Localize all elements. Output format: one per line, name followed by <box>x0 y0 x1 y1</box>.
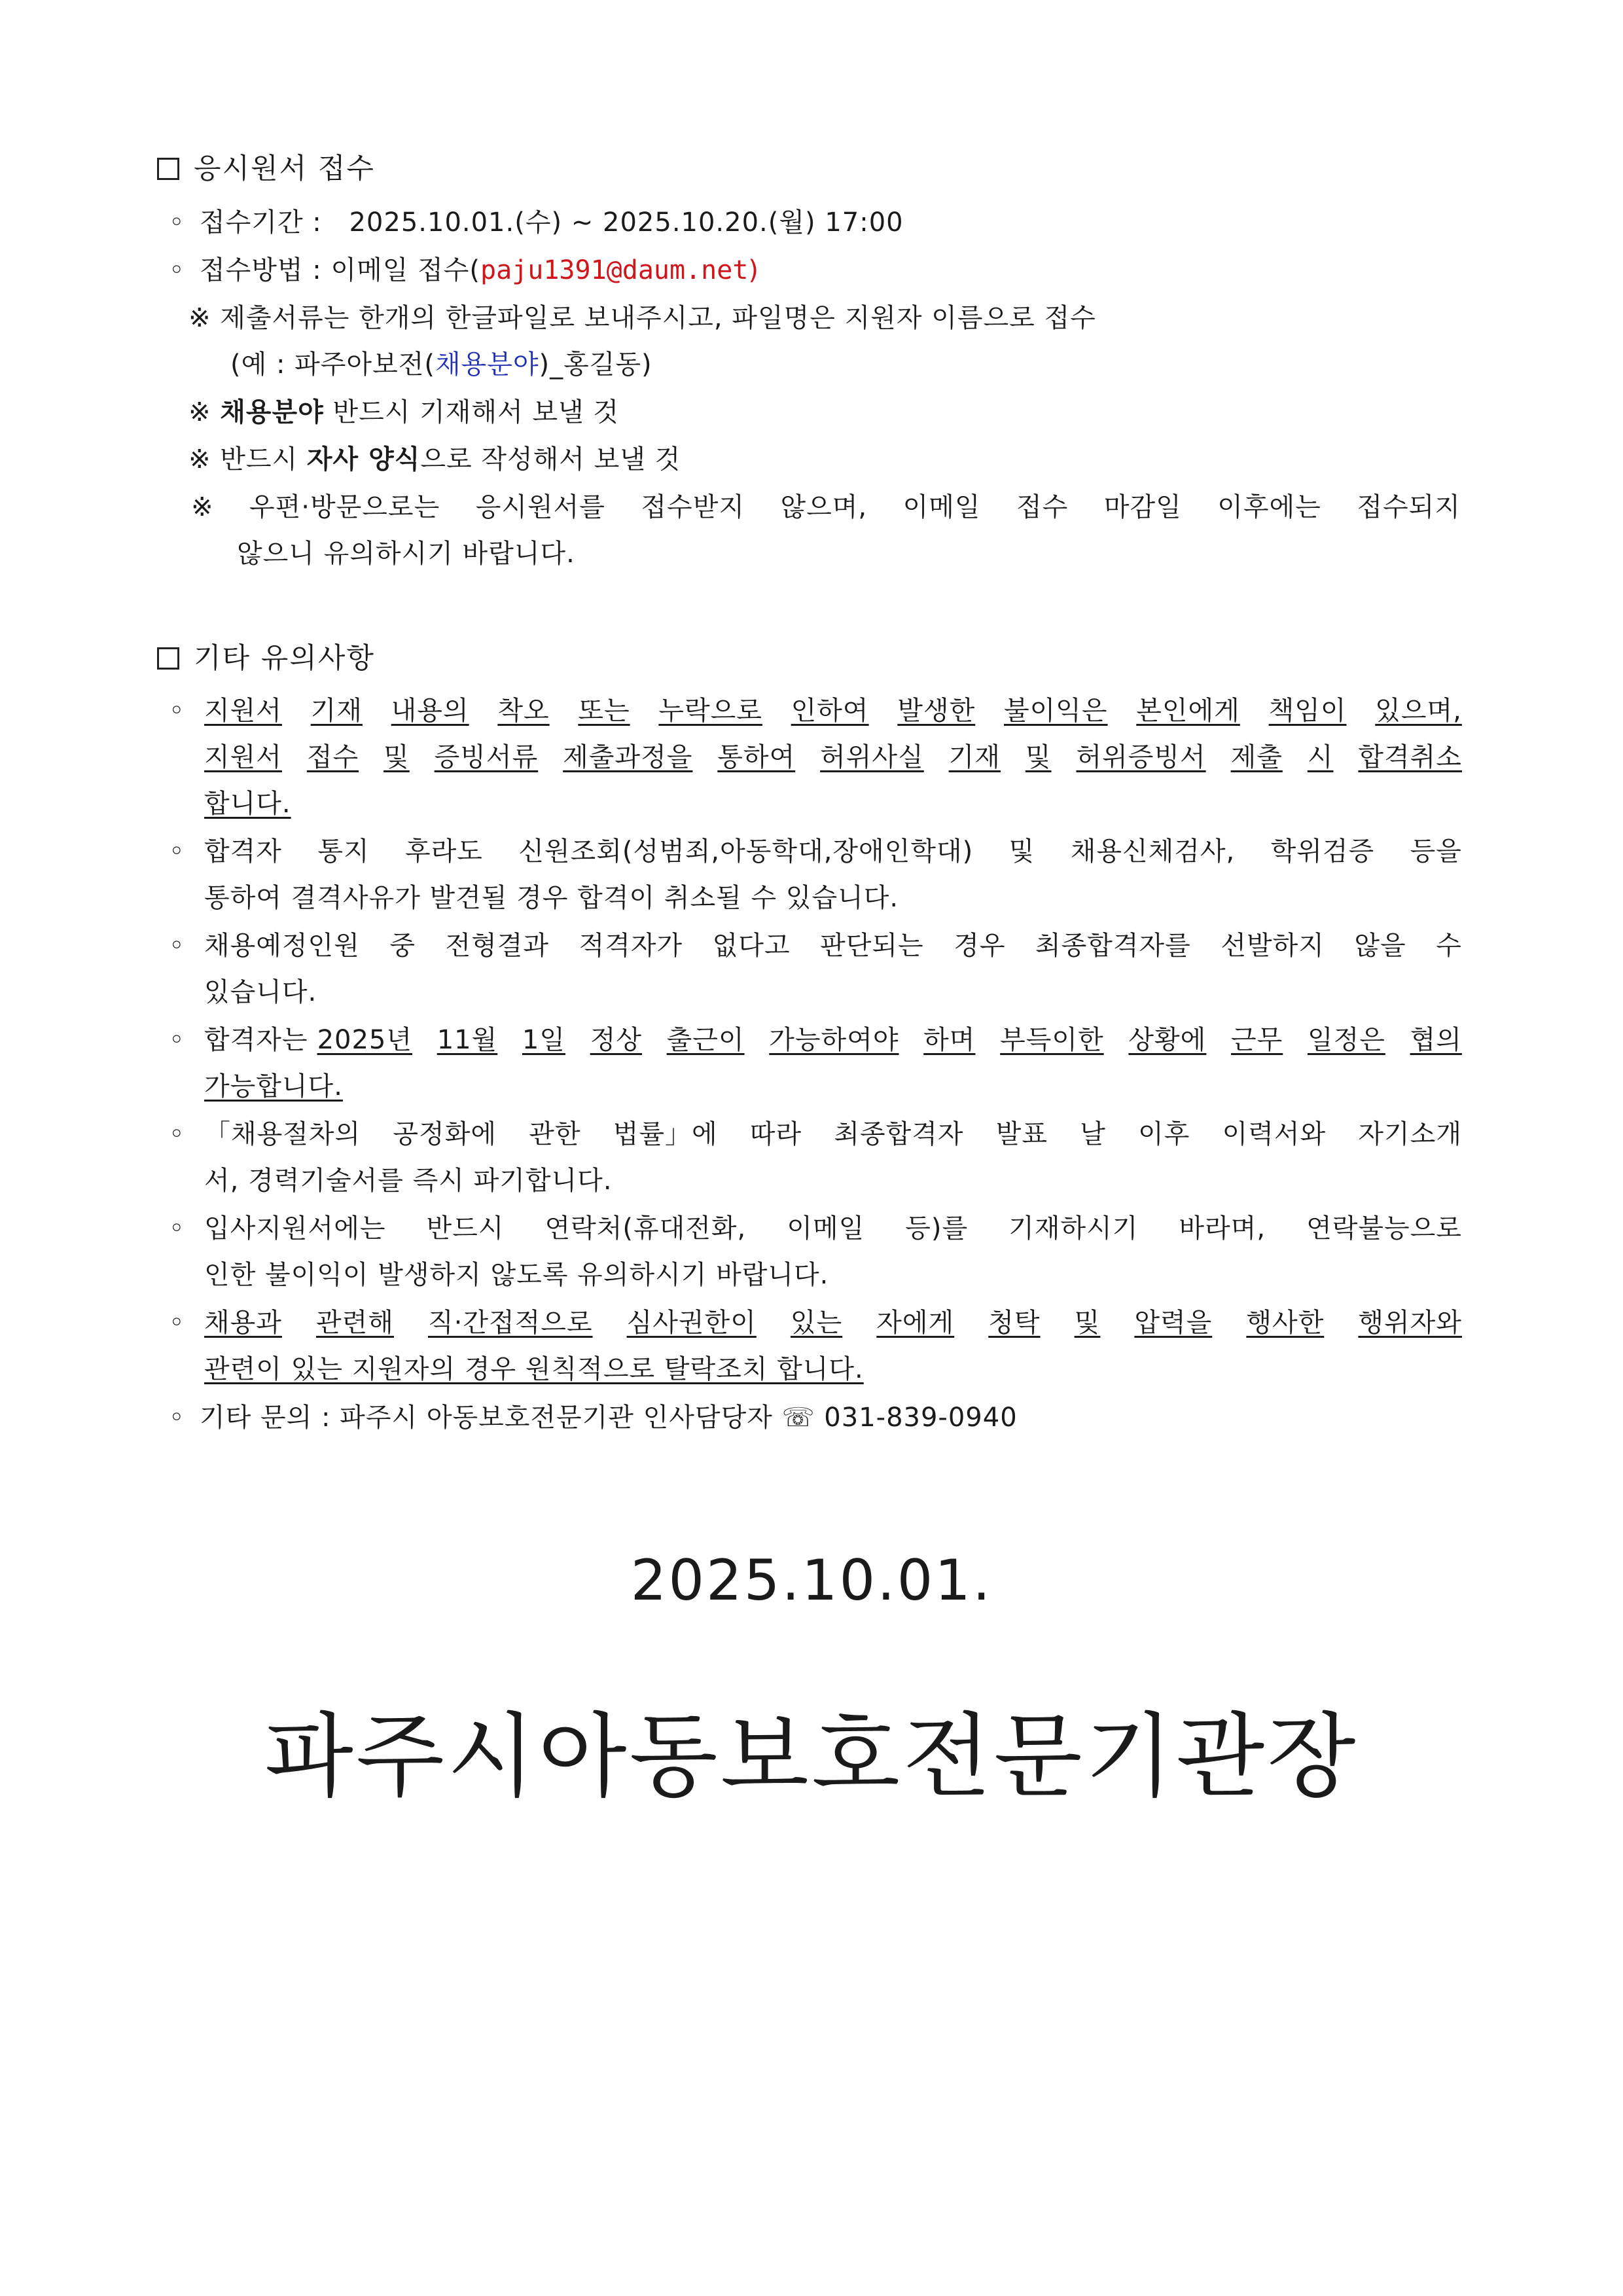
note-item-5-line1: 「채용절차의 공정화에 관한 법률」에 따라 최종합격자 발표 날 이후 이력서와 자기소개 <box>204 1119 1462 1149</box>
note-item-4-prefix: 합격자는 <box>204 1025 308 1055</box>
note-item-6-line1: 입사지원서에는 반드시 연락처(휴대전화, 이메일 등)를 기재하시기 바라며, 연락불능으로 <box>204 1213 1462 1244</box>
bullet-icon: ◦ <box>169 1213 185 1244</box>
period-value: 2025.10.01.(수) ~ 2025.10.20.(월) 17:00 <box>349 207 904 238</box>
bullet-icon: ◦ <box>169 836 185 867</box>
application-method <box>200 253 759 287</box>
note-text: 반드시 기재해서 보낼 것 <box>323 397 620 427</box>
example-field: 채용분야 <box>435 350 539 380</box>
method-close: ) <box>748 255 760 285</box>
email-link[interactable]: paju1391@daum.net <box>480 255 749 285</box>
section-heading-application <box>157 152 375 186</box>
checkbox-square-icon <box>157 158 179 180</box>
bullet-icon: ◦ <box>169 1308 185 1338</box>
note-mark: ※ <box>188 397 221 427</box>
note-item-1-line1: 지원서 기재 내용의 착오 또는 누락으로 인하여 발생한 불이익은 본인에게 책임이 있으며, <box>204 696 1462 726</box>
example-prefix: (예 : 파주아보전( <box>230 350 435 380</box>
bullet-icon: ◦ <box>169 255 185 285</box>
section-title: 기타 유의사항 <box>194 642 375 675</box>
bullet-icon: ◦ <box>169 931 185 961</box>
note-file-example <box>230 348 652 382</box>
example-suffix: )_홍길동) <box>539 350 652 380</box>
note-item-4-line1 <box>204 1023 1462 1057</box>
note-field-required <box>188 395 619 429</box>
note-mark: ※ 반드시 <box>188 444 307 475</box>
bullet-icon: ◦ <box>169 696 185 726</box>
note-item-1-line2: 지원서 접수 및 증빙서류 제출과정을 통하여 허위사실 기재 및 허위증빙서 제출 시 합격취소 <box>204 742 1462 772</box>
note-file-format: ※ 제출서류는 한개의 한글파일로 보내주시고, 파일명은 지원자 이름으로 접수 <box>188 303 1096 333</box>
note-email-only-line2: 않으니 유의하시기 바랍니다. <box>237 539 575 569</box>
method-label: 접수방법 : 이메일 접수( <box>200 255 480 285</box>
issuer-signature: 파주시아동보호전문기관장 <box>264 1704 1359 1810</box>
application-period <box>200 206 904 240</box>
checkbox-square-icon <box>157 647 179 670</box>
bullet-icon: ◦ <box>169 1403 185 1433</box>
document-date: 2025.10.01. <box>630 1548 993 1613</box>
section-title: 응시원서 접수 <box>194 152 375 185</box>
note-item-3-line2: 있습니다. <box>204 977 317 1007</box>
note-item-4-underlined: 2025년 11월 1일 정상 출근이 가능하여야 하며 부득이한 상황에 근무 일정은 협의 <box>317 1025 1462 1055</box>
note-email-only-line1: ※ 우편·방문으로는 응시원서를 접수받지 않으며, 이메일 접수 마감일 이후에는 접수되지 <box>191 492 1461 522</box>
note-item-4-line2: 가능합니다. <box>204 1071 343 1102</box>
contact-info: 기타 문의 : 파주시 아동보호전문기관 인사담당자 ☏ 031-839-0940 <box>200 1403 1018 1433</box>
note-emphasis: 자사 양식 <box>306 444 421 475</box>
bullet-icon: ◦ <box>169 1119 185 1149</box>
bullet-icon: ◦ <box>169 1025 185 1055</box>
note-item-6-line2: 인한 불이익이 발생하지 않도록 유의하시기 바랍니다. <box>204 1260 829 1290</box>
note-item-2-line1: 합격자 통지 후라도 신원조회(성범죄,아동학대,장애인학대) 및 채용신체검사, 학위검증 등을 <box>204 836 1462 867</box>
note-item-7-line2: 관련이 있는 지원자의 경우 원칙적으로 탈락조치 합니다. <box>204 1354 864 1384</box>
section-heading-notes <box>157 641 375 675</box>
note-text: 으로 작성해서 보낼 것 <box>420 444 681 475</box>
note-emphasis: 채용분야 <box>220 397 324 427</box>
note-item-5-line2: 서, 경력기술서를 즉시 파기합니다. <box>204 1166 613 1196</box>
note-item-1-line3: 합니다. <box>204 789 291 819</box>
note-item-2-line2: 통하여 결격사유가 발견될 경우 합격이 취소될 수 있습니다. <box>204 883 899 913</box>
bullet-icon: ◦ <box>169 207 185 238</box>
note-company-form <box>188 442 681 476</box>
period-label: 접수기간 : <box>200 207 322 238</box>
note-item-3-line1: 채용예정인원 중 전형결과 적격자가 없다고 판단되는 경우 최종합격자를 선발하지 않을 수 <box>204 931 1462 961</box>
note-item-7-line1: 채용과 관련해 직·간접적으로 심사권한이 있는 자에게 청탁 및 압력을 행사한 행위자와 <box>204 1308 1462 1338</box>
